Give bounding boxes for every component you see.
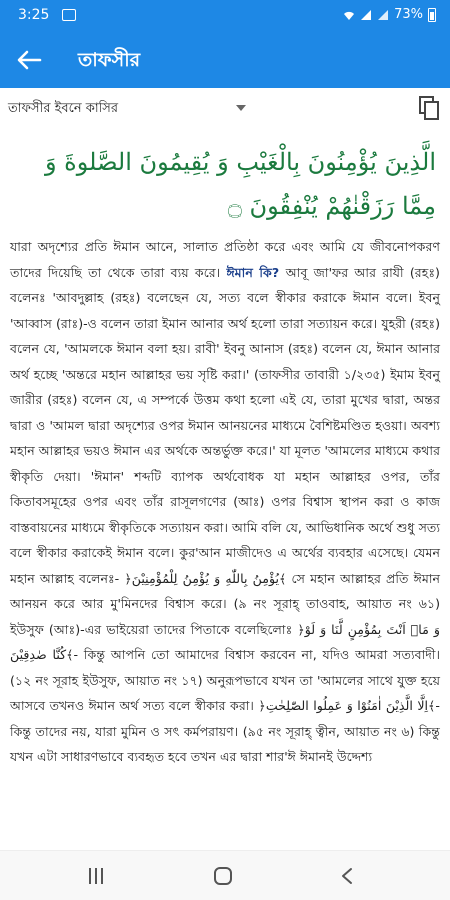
- copy-button[interactable]: [416, 94, 442, 122]
- signal-icon: [377, 9, 389, 21]
- dropdown-arrow-icon: [236, 105, 246, 111]
- signal-icon: [360, 9, 372, 21]
- battery-percent: 73%: [394, 7, 423, 22]
- home-icon[interactable]: [214, 867, 232, 885]
- back-button[interactable]: [14, 46, 44, 74]
- battery-icon: [428, 8, 436, 22]
- tafsir-text: [0, 234, 450, 770]
- image-icon: [62, 9, 76, 21]
- copy-icon: [416, 94, 442, 122]
- tafsir-intro: যারা অদৃশ্যের প্রতি ঈমান আনে, সালাত প্রতিষ্ঠা করে এবং আমি যে জীবনোপকরণ তাদের দিয়েছি তা থেকে তারা ব্যয় করে।: [10, 239, 440, 280]
- arrow-left-icon: [14, 46, 44, 74]
- back-chevron-icon[interactable]: [340, 867, 354, 885]
- system-nav-bar: [0, 850, 450, 900]
- tafsir-source-dropdown[interactable]: [8, 97, 248, 121]
- status-time: 3:25: [18, 7, 50, 23]
- tafsir-body: আবূ জা'ফর আর রাযী (রহঃ) বলেনঃ 'আবদুল্লাহ (রহঃ) বলেছেন যে, সত্য বলে স্বীকার করাকে ঈমান বলে। ইবনু 'আব্বাস (রাঃ)-ও বলেন তারা ইমান আনার অর্থ হলো তারা সত্যায়ন করে। যুহরী (রহঃ) বলেন যে, 'আমলকে ঈমান বলা হয়। রাবী' ইবনু আনাস (রহঃ) বলেন যে, ঈমান আনার অর্থ হচ্ছে 'অন্তরে মহান আল্লাহর ভয় সৃষ্টি করা।' (তাফসীর তাবারী ১/২৩৫) ইমাম ইবনু জারীর (রহঃ) বলেন যে, এ সম্পর্কে উত্তম কথা হলো এই যে, তারা মুখের দ্বারা, অন্তর দ্বারা ও 'আমল দ্বারা অদৃশ্যের ওপর ঈমান আনয়নের মাধ্যমে বৈশিষ্টমণ্ডিত হওয়া। অবশ্য মহান আল্লাহর ভয়ও ঈমান এর অর্থকে অন্তর্ভুক্ত করে।' যা মূলত 'আমলের মাধ্যমে কথার স্বীকৃতি দেয়া। 'ঈমান' শব্দটি ব্যাপক অর্থবোধক যা মহান আল্লাহর ওপর, তাঁর কিতাবসমূহের ওপর এবং তাঁর রাসূলগণের (আঃ) ওপর বিশ্বাস স্থাপন করা ও কাজ বাস্তবায়নের মাধ্যমে স্বীকৃতিকে সত্যায়ন করা। আমি বলি যে, আভিধানিক অর্থে শুধু সত্য বলে স্বীকার করাকেই ঈমান বলে। কুর'আন মাজীদেও এ অর্থের ব্যবহার এসেছে। যেমন মহান আল্লাহ বলেনঃ- ﴿يُؤْمِنُ بِاللّٰهِ وَ يُؤْمِنُ لِلْمُؤْمِنِيْنَ﴾ সে মহান আল্লাহর প্রতি ঈমান আনয়ন করে আর মু'মিনদের বিশ্বাস করে। (৯ নং সূরাহ্ তাওবাহ, আয়াত নং ৬১) ইউসুফ (আঃ)-এর ভাইয়েরা তাদের পিতাকে বলেছিলোঃ ﴿وَ مَاۤ اَنْتَ بِمُؤْمِنٍ لَّنَا وَ لَوْ كُنَّا صٰدِقِيْنَ﴾- কিন্তু আপনি তো আমাদের বিশ্বাস করবেন না, যদিও আমরা সত্যবাদী। (১২ নং সূরাহ ইউসুফ, আয়াত নং ১৭) অনুরূপভাবে যখন তা 'আমলের সাথে যুক্ত হয়ে আসবে তখনও ঈমান অর্থ সত্য বলে স্বীকার করা। ﴿اِلَّا الَّذِيْنَ اٰمَنُوْا وَ عَمِلُوا الصّٰلِحٰتِ﴾- কিন্তু তাদের নয়, যারা মুমিন ও সৎ কর্মপরায়ণ। (৯৫ নং সূরাহ্ ত্বীন, আয়াত নং ৬) কিন্তু যখন এটা সাধারণভাবে ব্যবহৃত হবে তখন এর দ্বারা শার'ঈ ঈমানই উদ্দেশ্য: [10, 264, 441, 764]
- tafsir-content[interactable]: [0, 128, 450, 850]
- status-bar: [0, 0, 450, 32]
- wifi-icon: [343, 9, 355, 21]
- recent-apps-icon[interactable]: [88, 868, 104, 884]
- tafsir-source-value: তাফসীর ইবনে কাসির: [8, 101, 119, 116]
- app-bar: [0, 32, 450, 88]
- page-title: তাফসীর: [78, 49, 141, 71]
- tafsir-question: ঈমান কি?: [226, 264, 286, 280]
- status-indicators: [343, 7, 436, 22]
- ayah-text: الَّذِينَ يُؤْمِنُونَ بِالْغَيْبِ وَ يُقِيمُونَ الصَّلوةَ وَ مِمَّا رَزَقْنٰهُمْ يُنْفِقُونَ ۝: [44, 148, 436, 220]
- source-selector-bar: [0, 88, 450, 128]
